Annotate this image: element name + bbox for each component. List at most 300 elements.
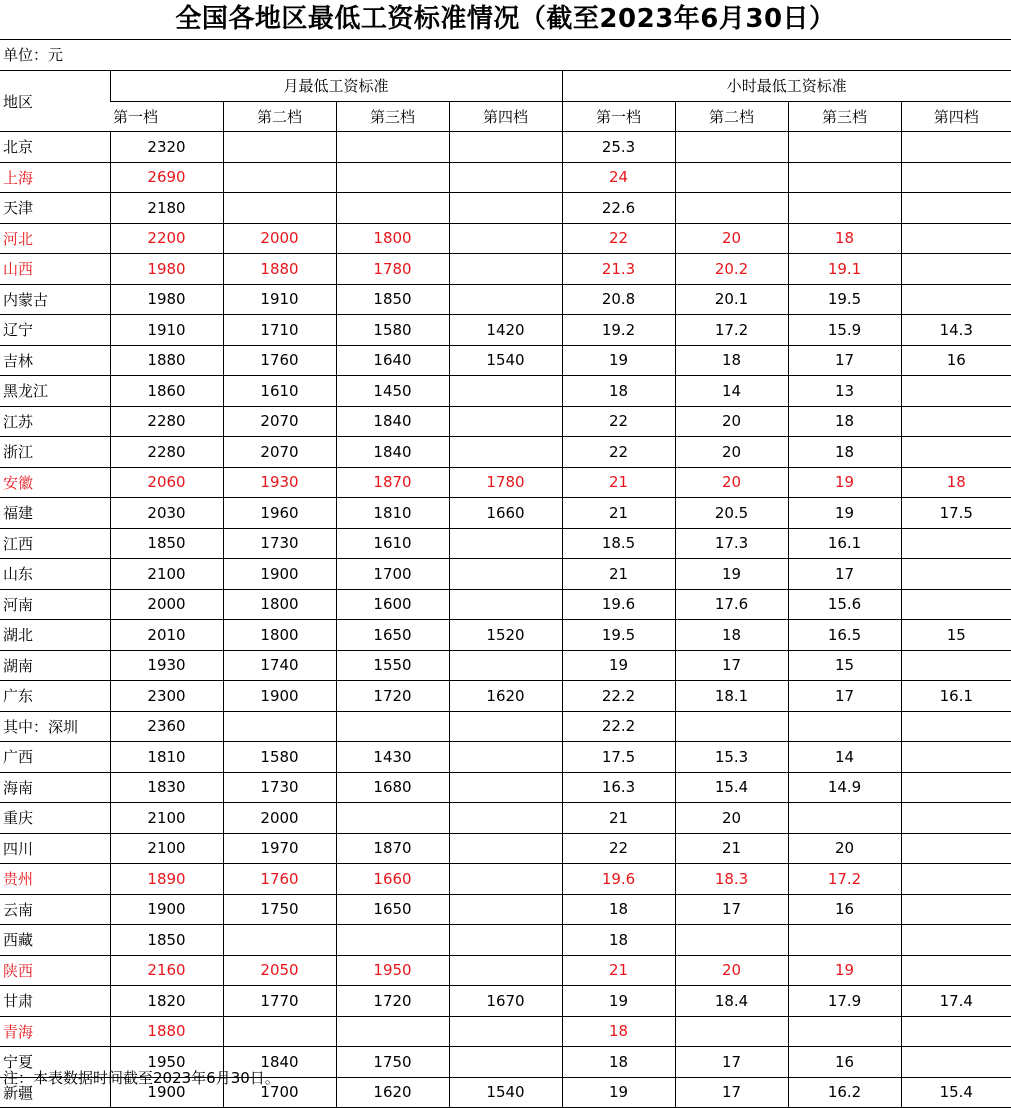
hourly-tier-2-cell	[675, 132, 788, 163]
hourly-tier-4-cell	[901, 254, 1011, 285]
hourly-tier-2-cell: 20	[675, 406, 788, 437]
hourly-tier-2-cell: 17	[675, 650, 788, 681]
hourly-tier-3-cell: 17	[788, 345, 901, 376]
monthly-tier-3-cell: 1800	[336, 223, 449, 254]
region-cell: 湖北	[0, 620, 110, 651]
hourly-tier-1-cell: 16.3	[562, 772, 675, 803]
monthly-tier-4-cell	[449, 955, 562, 986]
monthly-tier-2-cell	[223, 925, 336, 956]
monthly-tier-2-cell: 1900	[223, 559, 336, 590]
monthly-tier-2-cell: 1970	[223, 833, 336, 864]
monthly-tier-4-cell	[449, 833, 562, 864]
monthly-tier-3-cell: 1610	[336, 528, 449, 559]
hourly-tier-1-cell: 19.6	[562, 589, 675, 620]
region-cell: 新疆	[0, 1077, 110, 1108]
hourly-tier-3-cell: 18	[788, 437, 901, 468]
monthly-tier-1-cell: 2010	[110, 620, 223, 651]
region-cell: 贵州	[0, 864, 110, 895]
monthly-tier-2-cell	[223, 162, 336, 193]
table-row	[0, 559, 1011, 590]
hourly-tier-1-cell: 18	[562, 1047, 675, 1078]
monthly-tier-3-cell	[336, 1016, 449, 1047]
hourly-tier-1-cell: 21	[562, 803, 675, 834]
monthly-tier-1-cell: 2100	[110, 833, 223, 864]
hourly-tier-3-cell: 16.1	[788, 528, 901, 559]
hourly-tier-3-cell: 19	[788, 498, 901, 529]
table-row	[0, 620, 1011, 651]
monthly-tier-3-cell	[336, 132, 449, 163]
hourly-tier-2-cell: 18.1	[675, 681, 788, 712]
region-cell: 辽宁	[0, 315, 110, 346]
monthly-tier-4-cell: 1540	[449, 345, 562, 376]
hourly-tier-4-cell: 17.5	[901, 498, 1011, 529]
monthly-tier-4-cell: 1620	[449, 681, 562, 712]
hourly-tier-2-cell: 20	[675, 467, 788, 498]
monthly-tier-2-cell	[223, 711, 336, 742]
hourly-tier-4-cell	[901, 406, 1011, 437]
region-cell: 江苏	[0, 406, 110, 437]
region-cell: 其中：深圳	[0, 711, 110, 742]
hourly-tier-1-cell: 20.8	[562, 284, 675, 315]
hourly-tier-1-cell: 22	[562, 223, 675, 254]
monthly-tier-2-cell: 1750	[223, 894, 336, 925]
hourly-tier-3-cell	[788, 711, 901, 742]
monthly-tier-1-cell: 2280	[110, 437, 223, 468]
monthly-tier-3-cell: 1680	[336, 772, 449, 803]
header-row-groups	[0, 71, 1011, 102]
monthly-tier-4-cell	[449, 559, 562, 590]
table-row	[0, 589, 1011, 620]
hourly-tier-4-cell	[901, 193, 1011, 224]
region-cell: 四川	[0, 833, 110, 864]
monthly-tier-4-cell: 1670	[449, 986, 562, 1017]
table-row	[0, 437, 1011, 468]
hourly-tier-3-cell	[788, 132, 901, 163]
hourly-tier-1-cell: 18	[562, 925, 675, 956]
region-cell: 福建	[0, 498, 110, 529]
monthly-tier-2-cell: 2070	[223, 437, 336, 468]
hourly-tier-3-cell: 19.1	[788, 254, 901, 285]
hourly-tier-2-cell: 17	[675, 1047, 788, 1078]
hourly-tier-4-cell	[901, 132, 1011, 163]
hourly-tier-1-cell: 19	[562, 986, 675, 1017]
hourly-tier-1-cell: 19.5	[562, 620, 675, 651]
monthly-tier-1-cell: 2360	[110, 711, 223, 742]
table-row	[0, 498, 1011, 529]
hourly-tier-3-cell	[788, 925, 901, 956]
hourly-tier-2-cell: 20	[675, 803, 788, 834]
region-cell: 安徽	[0, 467, 110, 498]
region-cell: 江西	[0, 528, 110, 559]
monthly-tier-1-cell: 1930	[110, 650, 223, 681]
hourly-tier-1-cell: 22	[562, 833, 675, 864]
hourly-tier-4-cell	[901, 742, 1011, 773]
monthly-tier-3-cell: 1700	[336, 559, 449, 590]
monthly-tier-4-cell: 1540	[449, 1077, 562, 1108]
hourly-tier-3-cell: 15	[788, 650, 901, 681]
monthly-tier-4-cell	[449, 894, 562, 925]
table-row	[0, 193, 1011, 224]
monthly-tier-1-cell: 2100	[110, 803, 223, 834]
header-row-tiers	[0, 101, 1011, 132]
monthly-tier-1-cell: 2690	[110, 162, 223, 193]
monthly-tier-3-cell: 1450	[336, 376, 449, 407]
hourly-tier-3-cell: 14.9	[788, 772, 901, 803]
hourly-tier-4-cell: 16	[901, 345, 1011, 376]
monthly-tier-3-cell: 1840	[336, 406, 449, 437]
hourly-tier-1-header: 第一档	[562, 101, 675, 132]
monthly-tier-1-cell: 1980	[110, 284, 223, 315]
hourly-tier-2-cell	[675, 162, 788, 193]
monthly-tier-1-cell: 1910	[110, 315, 223, 346]
monthly-tier-3-cell: 1650	[336, 620, 449, 651]
hourly-tier-1-cell: 17.5	[562, 742, 675, 773]
table-row	[0, 955, 1011, 986]
monthly-tier-2-cell: 1900	[223, 681, 336, 712]
hourly-tier-1-cell: 21	[562, 467, 675, 498]
monthly-tier-1-cell: 1850	[110, 925, 223, 956]
footnote: 注：本表数据时间截至2023年6月30日。	[3, 1069, 280, 1087]
hourly-tier-2-cell: 20.1	[675, 284, 788, 315]
table-row	[0, 254, 1011, 285]
hourly-tier-3-cell	[788, 803, 901, 834]
monthly-tier-1-cell: 2280	[110, 406, 223, 437]
table-row	[0, 833, 1011, 864]
hourly-tier-4-cell	[901, 437, 1011, 468]
hourly-tier-2-cell	[675, 1016, 788, 1047]
monthly-tier-3-cell: 1660	[336, 864, 449, 895]
monthly-tier-2-cell	[223, 193, 336, 224]
hourly-tier-3-cell: 17.9	[788, 986, 901, 1017]
monthly-tier-1-cell: 2060	[110, 467, 223, 498]
monthly-tier-2-cell: 1800	[223, 620, 336, 651]
monthly-tier-4-cell: 1520	[449, 620, 562, 651]
monthly-tier-2-cell: 1700	[223, 1077, 336, 1108]
monthly-tier-1-cell: 1890	[110, 864, 223, 895]
table-row	[0, 1016, 1011, 1047]
monthly-tier-4-cell	[449, 376, 562, 407]
hourly-tier-3-cell: 16.5	[788, 620, 901, 651]
table-row	[0, 711, 1011, 742]
region-cell: 浙江	[0, 437, 110, 468]
monthly-tier-2-cell: 1730	[223, 528, 336, 559]
monthly-tier-2-cell: 1610	[223, 376, 336, 407]
hourly-tier-1-cell: 24	[562, 162, 675, 193]
table-row	[0, 467, 1011, 498]
monthly-tier-2-cell	[223, 132, 336, 163]
hourly-tier-1-cell: 22.2	[562, 711, 675, 742]
table-row	[0, 223, 1011, 254]
monthly-tier-3-cell	[336, 711, 449, 742]
monthly-tier-4-cell	[449, 1016, 562, 1047]
hourly-tier-3-cell: 20	[788, 833, 901, 864]
monthly-tier-2-cell: 2050	[223, 955, 336, 986]
hourly-tier-4-cell	[901, 223, 1011, 254]
hourly-tier-1-cell: 21.3	[562, 254, 675, 285]
hourly-tier-3-cell: 15.9	[788, 315, 901, 346]
hourly-tier-1-cell: 18	[562, 894, 675, 925]
monthly-tier-3-cell	[336, 803, 449, 834]
hourly-tier-1-cell: 21	[562, 498, 675, 529]
hourly-tier-2-cell: 18	[675, 345, 788, 376]
table-row	[0, 345, 1011, 376]
hourly-tier-3-header: 第三档	[788, 101, 901, 132]
region-cell: 北京	[0, 132, 110, 163]
hourly-tier-2-cell: 17	[675, 894, 788, 925]
hourly-tier-4-cell: 18	[901, 467, 1011, 498]
hourly-tier-4-cell	[901, 162, 1011, 193]
monthly-tier-1-cell: 1880	[110, 345, 223, 376]
monthly-tier-2-cell: 1880	[223, 254, 336, 285]
table-row	[0, 681, 1011, 712]
hourly-tier-4-cell	[901, 1047, 1011, 1078]
table-row	[0, 803, 1011, 834]
monthly-tier-2-cell: 1740	[223, 650, 336, 681]
hourly-tier-4-cell	[901, 711, 1011, 742]
monthly-tier-3-cell: 1850	[336, 284, 449, 315]
table-row	[0, 650, 1011, 681]
monthly-tier-1-cell: 2300	[110, 681, 223, 712]
monthly-tier-1-cell: 2180	[110, 193, 223, 224]
region-cell: 重庆	[0, 803, 110, 834]
hourly-tier-3-cell: 16	[788, 1047, 901, 1078]
table-row	[0, 772, 1011, 803]
hourly-tier-2-cell: 20.2	[675, 254, 788, 285]
monthly-tier-3-cell: 1840	[336, 437, 449, 468]
hourly-tier-4-cell	[901, 589, 1011, 620]
monthly-tier-4-cell	[449, 162, 562, 193]
region-cell: 广西	[0, 742, 110, 773]
monthly-tier-3-cell: 1640	[336, 345, 449, 376]
monthly-tier-1-cell: 1880	[110, 1016, 223, 1047]
monthly-tier-1-cell: 2000	[110, 589, 223, 620]
hourly-tier-4-cell	[901, 955, 1011, 986]
hourly-tier-3-cell: 16.2	[788, 1077, 901, 1108]
region-cell: 广东	[0, 681, 110, 712]
hourly-tier-1-cell: 18	[562, 1016, 675, 1047]
monthly-tier-4-cell	[449, 742, 562, 773]
unit-label: 单位：元	[3, 46, 64, 64]
region-cell: 黑龙江	[0, 376, 110, 407]
table-row	[0, 315, 1011, 346]
hourly-tier-4-cell	[901, 650, 1011, 681]
monthly-tier-4-cell	[449, 528, 562, 559]
hourly-tier-4-cell	[901, 528, 1011, 559]
hourly-tier-4-cell	[901, 772, 1011, 803]
monthly-tier-2-cell: 1760	[223, 345, 336, 376]
hourly-tier-1-cell: 19.2	[562, 315, 675, 346]
monthly-tier-3-cell: 1620	[336, 1077, 449, 1108]
monthly-tier-4-cell	[449, 650, 562, 681]
monthly-tier-1-cell: 2200	[110, 223, 223, 254]
hourly-tier-1-cell: 22	[562, 406, 675, 437]
hourly-tier-1-cell: 18	[562, 376, 675, 407]
hourly-tier-3-cell: 14	[788, 742, 901, 773]
hourly-tier-3-cell	[788, 1016, 901, 1047]
monthly-tier-3-cell: 1430	[336, 742, 449, 773]
region-cell: 上海	[0, 162, 110, 193]
region-cell: 吉林	[0, 345, 110, 376]
monthly-tier-1-cell: 1850	[110, 528, 223, 559]
monthly-tier-4-cell	[449, 1047, 562, 1078]
hourly-tier-1-cell: 21	[562, 955, 675, 986]
monthly-tier-4-cell	[449, 254, 562, 285]
monthly-tier-3-cell: 1550	[336, 650, 449, 681]
hourly-tier-4-cell: 15	[901, 620, 1011, 651]
monthly-tier-3-cell: 1650	[336, 894, 449, 925]
monthly-tier-1-cell: 2030	[110, 498, 223, 529]
hourly-tier-2-cell: 17.2	[675, 315, 788, 346]
monthly-tier-3-cell: 1870	[336, 833, 449, 864]
region-cell: 甘肃	[0, 986, 110, 1017]
monthly-tier-4-cell	[449, 772, 562, 803]
hourly-tier-4-cell	[901, 1016, 1011, 1047]
monthly-tier-2-cell: 1710	[223, 315, 336, 346]
monthly-tier-3-cell: 1580	[336, 315, 449, 346]
hourly-tier-1-cell: 19.6	[562, 864, 675, 895]
hourly-tier-3-cell: 17.2	[788, 864, 901, 895]
hourly-tier-2-cell: 17	[675, 1077, 788, 1108]
hourly-tier-2-cell: 20	[675, 437, 788, 468]
region-cell: 天津	[0, 193, 110, 224]
region-cell: 湖南	[0, 650, 110, 681]
page-title: 全国各地区最低工资标准情况（截至2023年6月30日）	[0, 0, 1011, 40]
hourly-tier-3-cell: 18	[788, 406, 901, 437]
monthly-tier-1-cell: 2160	[110, 955, 223, 986]
hourly-tier-2-cell: 17.6	[675, 589, 788, 620]
monthly-tier-2-cell: 1760	[223, 864, 336, 895]
table-row	[0, 406, 1011, 437]
region-cell: 宁夏	[0, 1047, 110, 1078]
monthly-tier-3-cell: 1780	[336, 254, 449, 285]
region-cell: 云南	[0, 894, 110, 925]
hourly-tier-4-header: 第四档	[901, 101, 1011, 132]
hourly-tier-3-cell: 19	[788, 467, 901, 498]
hourly-tier-4-cell	[901, 803, 1011, 834]
hourly-tier-2-cell: 15.3	[675, 742, 788, 773]
hourly-tier-4-cell: 14.3	[901, 315, 1011, 346]
region-cell: 西藏	[0, 925, 110, 956]
table-row	[0, 742, 1011, 773]
monthly-tier-4-cell: 1660	[449, 498, 562, 529]
table-row	[0, 132, 1011, 163]
monthly-tier-1-cell: 1860	[110, 376, 223, 407]
hourly-tier-2-cell: 21	[675, 833, 788, 864]
monthly-tier-3-cell: 1720	[336, 681, 449, 712]
hourly-tier-2-cell: 18	[675, 620, 788, 651]
monthly-tier-2-cell: 2000	[223, 223, 336, 254]
hourly-tier-2-cell: 20	[675, 223, 788, 254]
table-row	[0, 925, 1011, 956]
monthly-tier-2-cell: 1730	[223, 772, 336, 803]
monthly-tier-4-cell: 1420	[449, 315, 562, 346]
hourly-tier-3-cell: 15.6	[788, 589, 901, 620]
region-cell: 海南	[0, 772, 110, 803]
hourly-tier-3-cell	[788, 193, 901, 224]
hourly-tier-3-cell: 18	[788, 223, 901, 254]
region-cell: 陕西	[0, 955, 110, 986]
monthly-tier-3-cell: 1750	[336, 1047, 449, 1078]
monthly-tier-1-cell: 1900	[110, 1077, 223, 1108]
monthly-tier-1-header: 第一档	[110, 101, 223, 132]
hourly-tier-4-cell: 17.4	[901, 986, 1011, 1017]
monthly-tier-4-cell	[449, 589, 562, 620]
region-cell: 河南	[0, 589, 110, 620]
monthly-tier-4-cell	[449, 803, 562, 834]
hourly-tier-3-cell: 17	[788, 681, 901, 712]
monthly-tier-4-cell	[449, 284, 562, 315]
hourly-tier-3-cell	[788, 162, 901, 193]
hourly-group-header: 小时最低工资标准	[562, 71, 1011, 102]
hourly-tier-1-cell: 19	[562, 650, 675, 681]
monthly-tier-2-cell: 1580	[223, 742, 336, 773]
hourly-tier-3-cell: 19.5	[788, 284, 901, 315]
hourly-tier-1-cell: 22.6	[562, 193, 675, 224]
hourly-tier-2-cell	[675, 193, 788, 224]
minimum-wage-table	[0, 70, 1011, 1108]
monthly-group-header: 月最低工资标准	[110, 71, 562, 102]
hourly-tier-4-cell	[901, 376, 1011, 407]
monthly-tier-3-cell	[336, 162, 449, 193]
monthly-tier-2-cell: 1800	[223, 589, 336, 620]
monthly-tier-4-cell	[449, 132, 562, 163]
hourly-tier-2-cell: 14	[675, 376, 788, 407]
hourly-tier-3-cell: 16	[788, 894, 901, 925]
hourly-tier-3-cell: 13	[788, 376, 901, 407]
region-cell: 内蒙古	[0, 284, 110, 315]
hourly-tier-2-cell	[675, 711, 788, 742]
table-row	[0, 162, 1011, 193]
region-cell: 河北	[0, 223, 110, 254]
hourly-tier-4-cell	[901, 925, 1011, 956]
hourly-tier-4-cell	[901, 894, 1011, 925]
monthly-tier-2-cell: 1770	[223, 986, 336, 1017]
table-row	[0, 864, 1011, 895]
monthly-tier-1-cell: 2320	[110, 132, 223, 163]
hourly-tier-1-cell: 18.5	[562, 528, 675, 559]
monthly-tier-1-cell: 1810	[110, 742, 223, 773]
monthly-tier-4-cell	[449, 406, 562, 437]
monthly-tier-2-cell: 1960	[223, 498, 336, 529]
hourly-tier-1-cell: 21	[562, 559, 675, 590]
hourly-tier-4-cell	[901, 833, 1011, 864]
region-header: 地区	[0, 71, 110, 132]
monthly-tier-4-cell	[449, 711, 562, 742]
monthly-tier-1-cell: 1820	[110, 986, 223, 1017]
monthly-tier-4-cell	[449, 864, 562, 895]
monthly-tier-4-cell	[449, 193, 562, 224]
monthly-tier-1-cell: 1830	[110, 772, 223, 803]
hourly-tier-4-cell: 15.4	[901, 1077, 1011, 1108]
hourly-tier-1-cell: 25.3	[562, 132, 675, 163]
hourly-tier-4-cell	[901, 864, 1011, 895]
table-row	[0, 894, 1011, 925]
hourly-tier-2-cell: 18.4	[675, 986, 788, 1017]
monthly-tier-1-cell: 1900	[110, 894, 223, 925]
monthly-tier-3-cell: 1600	[336, 589, 449, 620]
monthly-tier-4-cell	[449, 437, 562, 468]
monthly-tier-3-cell: 1870	[336, 467, 449, 498]
hourly-tier-2-cell: 20	[675, 955, 788, 986]
monthly-tier-2-cell	[223, 1016, 336, 1047]
monthly-tier-1-cell: 1980	[110, 254, 223, 285]
monthly-tier-3-cell	[336, 193, 449, 224]
monthly-tier-4-cell: 1780	[449, 467, 562, 498]
monthly-tier-3-cell	[336, 925, 449, 956]
monthly-tier-1-cell: 1950	[110, 1047, 223, 1078]
monthly-tier-2-header: 第二档	[223, 101, 336, 132]
monthly-tier-2-cell: 1910	[223, 284, 336, 315]
